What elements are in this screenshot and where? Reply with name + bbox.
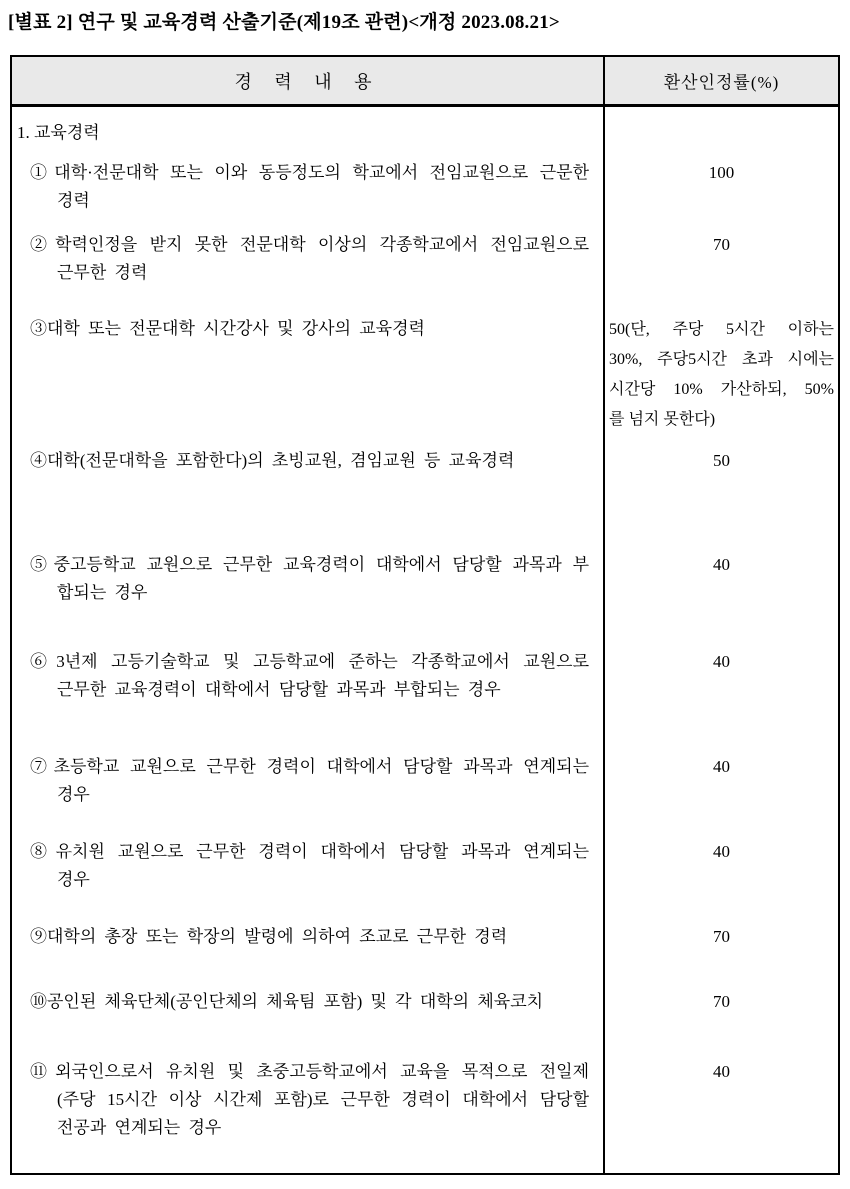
table-row-6 [12,648,838,753]
rate-cell: 70 [603,231,838,315]
career-item-5 [12,551,603,648]
table-row-section [12,107,838,159]
table-row-2 [12,231,838,315]
item-text: 대학 또는 전문대학 시간강사 및 강사의 교육경력 [47,319,425,338]
rate-cell: 40 [603,753,838,838]
item-line [30,648,589,676]
table-row-1 [12,159,838,231]
item-number: ⑥ [30,652,57,671]
item-line [30,551,589,579]
rate-cell: 100 [603,159,838,231]
item-text: 전공과 연계되는 경우 [57,1118,222,1137]
item-line [30,315,589,343]
item-text: 공인된 체육단체(공인단체의 체육팀 포함) 및 각 대학의 체육코치 [47,992,544,1011]
item-text: 경우 [57,870,90,889]
item-line [30,923,589,951]
item-text: 대학·전문대학 또는 이와 동등정도의 학교에서 전임교원으로 근문한 [54,163,590,182]
item-line [30,159,589,187]
table-row-8 [12,838,838,923]
rate-text-line: 50(단, 주당 5시간 이하는 [609,321,834,338]
item-text: 외국인으로서 유치원 및 초중고등학교에서 교육을 목적으로 전일제 [55,1062,590,1081]
career-item-10 [12,988,603,1058]
table-row-4 [12,447,838,551]
item-text: 근무한 경력 [57,263,148,282]
item-text: 근무한 교육경력이 대학에서 담당할 과목과 부합되는 경우 [57,680,501,699]
career-item-9 [12,923,603,988]
rate-cell [603,107,838,159]
table-row-11 [12,1058,838,1173]
rate-text-line: 30%, 주당5시간 초과 시에는 [609,351,834,368]
item-line [30,1058,589,1086]
career-item-6 [12,648,603,753]
table-header-row [12,57,838,107]
table-row-3 [12,315,838,447]
item-number: ⑧ [30,842,56,861]
table-row-9 [12,923,838,988]
item-text: 초등학교 교원으로 근무한 경력이 대학에서 담당할 과목과 연계되는 [53,757,589,776]
item-number: ⑩ [30,992,47,1011]
item-text: 3년제 고등기술학교 및 고등학교에 준하는 각종학교에서 교원으로 [56,652,589,671]
item-text: 경력 [57,191,90,210]
rate-cell: 40 [603,1058,838,1173]
rate-cell: 70 [603,988,838,1058]
item-text: 경우 [57,785,90,804]
item-number: ② [30,235,56,254]
item-number: ⑤ [30,555,54,574]
career-item-1 [12,159,603,231]
item-number: ④ [30,451,47,470]
item-text: 유치원 교원으로 근무한 경력이 대학에서 담당할 과목과 연계되는 [55,842,589,861]
item-line [30,231,589,259]
section-label: 1. 교육경력 [17,123,100,142]
item-line [30,447,589,475]
career-item-8 [12,838,603,923]
item-number: ⑨ [30,927,47,946]
item-number: ⑦ [30,757,54,776]
table-row-5 [12,551,838,648]
item-text: 중고등학교 교원으로 근무한 교육경력이 대학에서 담당할 과목과 부 [53,555,589,574]
career-item-3 [12,315,603,447]
rate-text-line: 시간당 10% 가산하되, 50% [609,381,834,398]
page-title: [별표 2] 연구 및 교육경력 산출기준(제19조 관련)<개정 2023.08.21> [8,12,560,33]
item-line [30,753,589,781]
rate-cell: 70 [603,923,838,988]
rate-cell: 50 [603,447,838,551]
rate-cell: 40 [603,648,838,753]
item-number: ① [30,163,55,182]
career-item-11 [12,1058,603,1173]
career-item-4 [12,447,603,551]
item-line [30,838,589,866]
item-line [30,988,589,1016]
table-row-7 [12,753,838,838]
item-text: 학력인정을 받지 못한 전문대학 이상의 각종학교에서 전임교원으로 [55,235,590,254]
item-text: 합되는 경우 [57,583,148,602]
item-number: ③ [30,319,47,338]
item-text: 대학의 총장 또는 학장의 발령에 의하여 조교로 근무한 경력 [47,927,508,946]
career-item-2 [12,231,603,315]
rate-text-line: 를 넘지 못한다) [609,411,716,428]
item-number: ⑪ [30,1062,56,1081]
rate-cell [603,315,838,447]
item-text: 대학(전문대학을 포함한다)의 초빙교원, 겸임교원 등 교육경력 [47,451,515,470]
table-row-10 [12,988,838,1058]
career-item-7 [12,753,603,838]
rate-cell: 40 [603,838,838,923]
career-table [10,55,840,1175]
header-career-content: 경 력 내 용 [234,71,381,92]
header-conversion-rate: 환산인정률(%) [603,57,838,104]
rate-cell: 40 [603,551,838,648]
item-text: (주당 15시간 이상 시간제 포함)로 근무한 경력이 대학에서 담당할 [57,1090,589,1109]
